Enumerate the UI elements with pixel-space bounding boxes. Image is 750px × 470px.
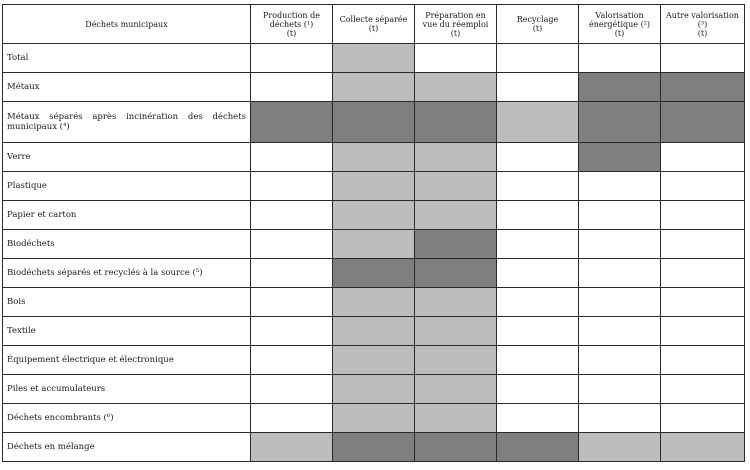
data-cell — [497, 44, 579, 73]
column-header-unit: (t) — [614, 28, 625, 38]
column-header-1 — [251, 5, 333, 44]
table-row — [3, 288, 745, 317]
data-cell — [415, 317, 497, 346]
data-cell — [251, 259, 333, 288]
table-row — [3, 73, 745, 102]
data-cell — [497, 102, 579, 143]
data-cell — [579, 375, 661, 404]
row-label: Verre — [3, 143, 251, 172]
data-cell — [497, 73, 579, 102]
table-body — [3, 44, 745, 462]
column-header-category — [3, 5, 251, 44]
row-label: Métaux — [3, 73, 251, 102]
data-cell — [333, 172, 415, 201]
column-header-label: Déchets municipaux — [85, 19, 168, 29]
data-cell — [661, 433, 745, 462]
data-cell — [579, 73, 661, 102]
data-cell — [333, 433, 415, 462]
data-cell — [251, 201, 333, 230]
row-label: Équipement électrique et électronique — [3, 346, 251, 375]
data-cell — [251, 102, 333, 143]
table-row — [3, 433, 745, 462]
data-cell — [661, 259, 745, 288]
data-cell — [661, 102, 745, 143]
data-cell — [661, 288, 745, 317]
data-cell — [661, 230, 745, 259]
data-cell — [497, 346, 579, 375]
column-header-5 — [579, 5, 661, 44]
column-header-unit: (t) — [532, 24, 543, 33]
column-header-4 — [497, 5, 579, 44]
row-label: Plastique — [3, 172, 251, 201]
data-cell — [497, 288, 579, 317]
table-row — [3, 172, 745, 201]
data-cell — [497, 201, 579, 230]
row-label: Déchets encombrants (⁶) — [3, 404, 251, 433]
data-cell — [579, 404, 661, 433]
data-cell — [415, 230, 497, 259]
data-cell — [415, 375, 497, 404]
column-header-unit: (t) — [450, 28, 461, 38]
data-cell — [251, 433, 333, 462]
table-row — [3, 201, 745, 230]
column-header-label: Autre valorisation (³) — [666, 10, 739, 29]
data-cell — [661, 404, 745, 433]
row-label: Biodéchets séparés et recyclés à la source (⁵) — [3, 259, 251, 288]
data-cell — [333, 102, 415, 143]
table-row — [3, 143, 745, 172]
column-header-label: Production de déchets (¹) — [263, 10, 320, 29]
data-cell — [415, 172, 497, 201]
data-cell — [579, 346, 661, 375]
data-cell — [415, 259, 497, 288]
data-cell — [333, 288, 415, 317]
data-cell — [251, 172, 333, 201]
row-label: Piles et accumulateurs — [3, 375, 251, 404]
data-cell — [661, 73, 745, 102]
table-row — [3, 230, 745, 259]
data-cell — [251, 44, 333, 73]
row-label: Papier et carton — [3, 201, 251, 230]
column-header-label: Préparation en vue du réemploi — [422, 10, 489, 29]
data-cell — [661, 201, 745, 230]
data-cell — [579, 44, 661, 73]
data-cell — [579, 201, 661, 230]
table-row — [3, 317, 745, 346]
data-cell — [497, 259, 579, 288]
data-cell — [661, 346, 745, 375]
row-label: Total — [3, 44, 251, 73]
data-cell — [333, 201, 415, 230]
data-cell — [497, 404, 579, 433]
data-cell — [579, 102, 661, 143]
row-label: Bois — [3, 288, 251, 317]
column-header-label: Collecte séparée — [339, 15, 408, 24]
data-cell — [415, 433, 497, 462]
column-header-unit: (t) — [368, 24, 379, 33]
data-cell — [497, 375, 579, 404]
data-cell — [579, 172, 661, 201]
table-row — [3, 375, 745, 404]
data-cell — [333, 230, 415, 259]
data-cell — [497, 172, 579, 201]
data-cell — [251, 404, 333, 433]
table-header-row — [3, 5, 745, 44]
municipal-waste-table — [2, 4, 745, 462]
data-cell — [333, 375, 415, 404]
data-cell — [579, 143, 661, 172]
data-cell — [333, 73, 415, 102]
column-header-unit: (t) — [697, 28, 708, 38]
data-cell — [333, 346, 415, 375]
column-header-6 — [661, 5, 745, 44]
data-cell — [661, 143, 745, 172]
column-header-label: Valorisation énergétique (²) — [588, 10, 651, 29]
row-label: Déchets en mélange — [3, 433, 251, 462]
data-cell — [579, 259, 661, 288]
data-cell — [415, 201, 497, 230]
data-cell — [497, 143, 579, 172]
data-cell — [415, 102, 497, 143]
column-header-label: Recyclage — [516, 15, 559, 24]
data-cell — [251, 288, 333, 317]
table-row — [3, 44, 745, 73]
column-header-unit: (t) — [286, 28, 297, 38]
data-cell — [579, 288, 661, 317]
data-cell — [661, 375, 745, 404]
data-cell — [251, 143, 333, 172]
data-cell — [415, 73, 497, 102]
data-cell — [251, 317, 333, 346]
data-cell — [415, 44, 497, 73]
data-cell — [415, 143, 497, 172]
data-cell — [497, 317, 579, 346]
data-cell — [661, 317, 745, 346]
data-cell — [251, 346, 333, 375]
data-cell — [333, 44, 415, 73]
table-row — [3, 404, 745, 433]
row-label: Métaux séparés après incinération des déchets municipaux (⁴) — [3, 102, 251, 143]
data-cell — [415, 346, 497, 375]
data-cell — [415, 288, 497, 317]
data-cell — [333, 143, 415, 172]
data-cell — [251, 375, 333, 404]
data-cell — [579, 230, 661, 259]
data-cell — [333, 259, 415, 288]
column-header-3 — [415, 5, 497, 44]
data-cell — [251, 73, 333, 102]
data-cell — [415, 404, 497, 433]
data-cell — [333, 317, 415, 346]
table-row — [3, 346, 745, 375]
data-cell — [661, 172, 745, 201]
table-row — [3, 102, 745, 143]
row-label: Biodéchets — [3, 230, 251, 259]
row-label: Textile — [3, 317, 251, 346]
data-cell — [251, 230, 333, 259]
data-cell — [579, 433, 661, 462]
table-row — [3, 259, 745, 288]
data-cell — [497, 433, 579, 462]
data-cell — [661, 44, 745, 73]
data-cell — [497, 230, 579, 259]
data-cell — [333, 404, 415, 433]
data-cell — [579, 317, 661, 346]
column-header-2 — [333, 5, 415, 44]
